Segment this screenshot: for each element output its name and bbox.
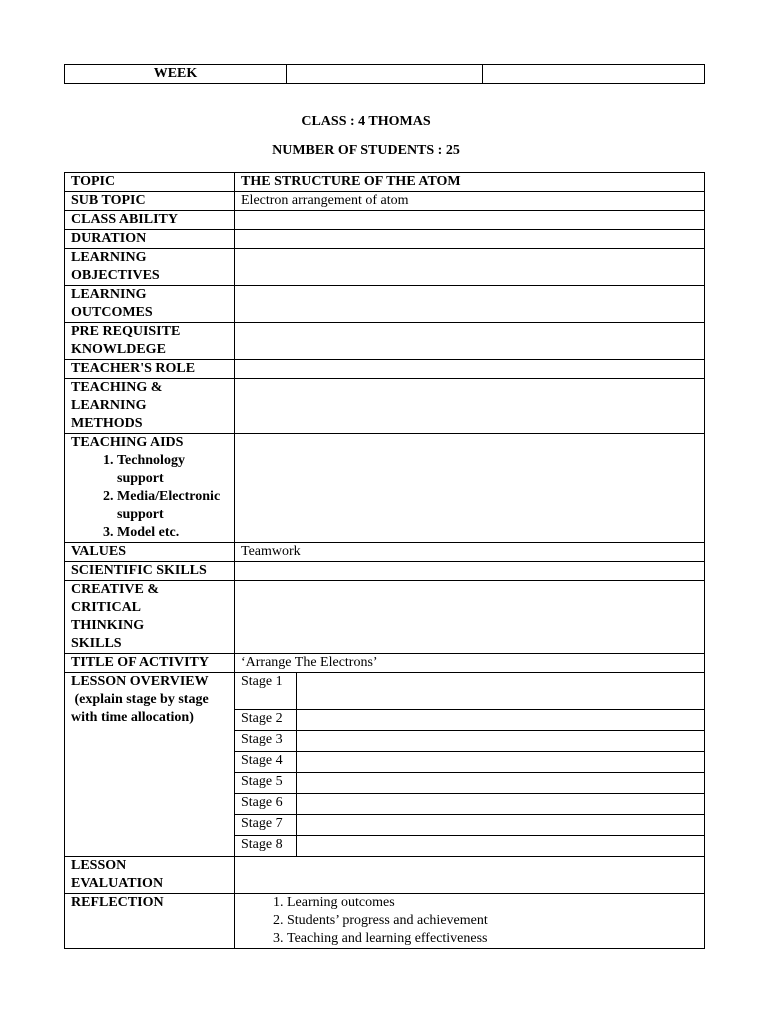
duration-value	[235, 230, 705, 249]
pre-requisite-value	[235, 323, 705, 360]
week-table	[64, 64, 705, 84]
sub-topic-label: SUB TOPIC	[65, 192, 235, 211]
stage-label: Stage 1	[235, 673, 297, 709]
pre-requisite-label: PRE REQUISITE KNOWLDEGE	[65, 323, 235, 360]
title-activity-value: ‘Arrange The Electrons’	[235, 654, 705, 673]
lesson-evaluation-label: LESSON EVALUATION	[65, 857, 235, 894]
values-value: Teamwork	[235, 543, 705, 562]
teaching-aids-cell	[65, 434, 235, 543]
row-duration	[65, 230, 705, 249]
stage-label: Stage 8	[235, 835, 297, 856]
learning-objectives-label: LEARNING OBJECTIVES	[65, 249, 235, 286]
reflection-list	[241, 894, 698, 948]
stage-notes	[297, 751, 705, 772]
learning-objectives-value	[235, 249, 705, 286]
row-teaching-aids	[65, 434, 705, 543]
stage-notes	[297, 730, 705, 751]
class-ability-label: CLASS ABILITY	[65, 211, 235, 230]
reflection-label: REFLECTION	[65, 894, 235, 949]
row-scientific-skills	[65, 562, 705, 581]
row-learning-objectives	[65, 249, 705, 286]
scientific-skills-value	[235, 562, 705, 581]
students-heading: NUMBER OF STUDENTS : 25	[272, 143, 460, 158]
row-values	[65, 543, 705, 562]
lesson-overview-label: LESSON OVERVIEW	[71, 674, 209, 689]
row-lesson-overview	[65, 673, 705, 857]
stage-notes	[297, 709, 705, 730]
row-teachers-role	[65, 360, 705, 379]
row-class-ability	[65, 211, 705, 230]
row-title-activity	[65, 654, 705, 673]
week-cell-2	[287, 65, 483, 84]
methods-label: TEACHING & LEARNING METHODS	[65, 379, 235, 434]
duration-label: DURATION	[65, 230, 235, 249]
learning-outcomes-value	[235, 286, 705, 323]
methods-value	[235, 379, 705, 434]
teachers-role-label: TEACHER'S ROLE	[65, 360, 235, 379]
row-methods	[65, 379, 705, 434]
reflection-item: 3. Teaching and learning effectiveness	[287, 930, 698, 948]
teachers-role-value	[235, 360, 705, 379]
lesson-overview-sublabel: (explain stage by stage with time allocation)	[71, 692, 213, 725]
stage-notes	[297, 772, 705, 793]
lesson-evaluation-value	[235, 857, 705, 894]
stage-label: Stage 6	[235, 793, 297, 814]
row-sub-topic	[65, 192, 705, 211]
teaching-aid-item: 1. Technology support	[117, 452, 228, 488]
teaching-aid-item: 2. Media/Electronic support	[117, 488, 228, 524]
teaching-aids-list	[71, 452, 228, 542]
row-learning-outcomes	[65, 286, 705, 323]
lesson-plan-table	[64, 172, 705, 949]
row-lesson-evaluation	[65, 857, 705, 894]
stage-label: Stage 5	[235, 772, 297, 793]
title-activity-label: TITLE OF ACTIVITY	[65, 654, 235, 673]
stages-table	[235, 673, 704, 856]
stage-notes	[297, 814, 705, 835]
sub-topic-value: Electron arrangement of atom	[235, 192, 705, 211]
reflection-item: 2. Students’ progress and achievement	[287, 912, 698, 930]
reflection-item: 1. Learning outcomes	[287, 894, 698, 912]
stage-label: Stage 7	[235, 814, 297, 835]
week-label: WEEK	[65, 65, 287, 84]
reflection-cell	[235, 894, 705, 949]
lesson-overview-cell	[65, 673, 235, 857]
stage-label: Stage 2	[235, 709, 297, 730]
topic-value: THE STRUCTURE OF THE ATOM	[235, 173, 705, 192]
stage-label: Stage 3	[235, 730, 297, 751]
row-creative	[65, 581, 705, 654]
stage-label: Stage 4	[235, 751, 297, 772]
stage-notes	[297, 793, 705, 814]
creative-value	[235, 581, 705, 654]
teaching-aid-item: 3. Model etc.	[117, 524, 228, 542]
scientific-skills-label: SCIENTIFIC SKILLS	[65, 562, 235, 581]
stage-notes	[297, 835, 705, 856]
class-heading: CLASS : 4 THOMAS	[301, 114, 431, 129]
stage-notes	[297, 673, 705, 709]
week-cell-3	[483, 65, 705, 84]
teaching-aids-label: TEACHING AIDS	[71, 435, 184, 450]
row-pre-requisite	[65, 323, 705, 360]
topic-label: TOPIC	[65, 173, 235, 192]
row-reflection	[65, 894, 705, 949]
row-topic	[65, 173, 705, 192]
values-label: VALUES	[65, 543, 235, 562]
stages-cell	[235, 673, 705, 857]
teaching-aids-value	[235, 434, 705, 543]
class-ability-value	[235, 211, 705, 230]
learning-outcomes-label: LEARNING OUTCOMES	[65, 286, 235, 323]
creative-label: CREATIVE & CRITICAL THINKING SKILLS	[65, 581, 235, 654]
